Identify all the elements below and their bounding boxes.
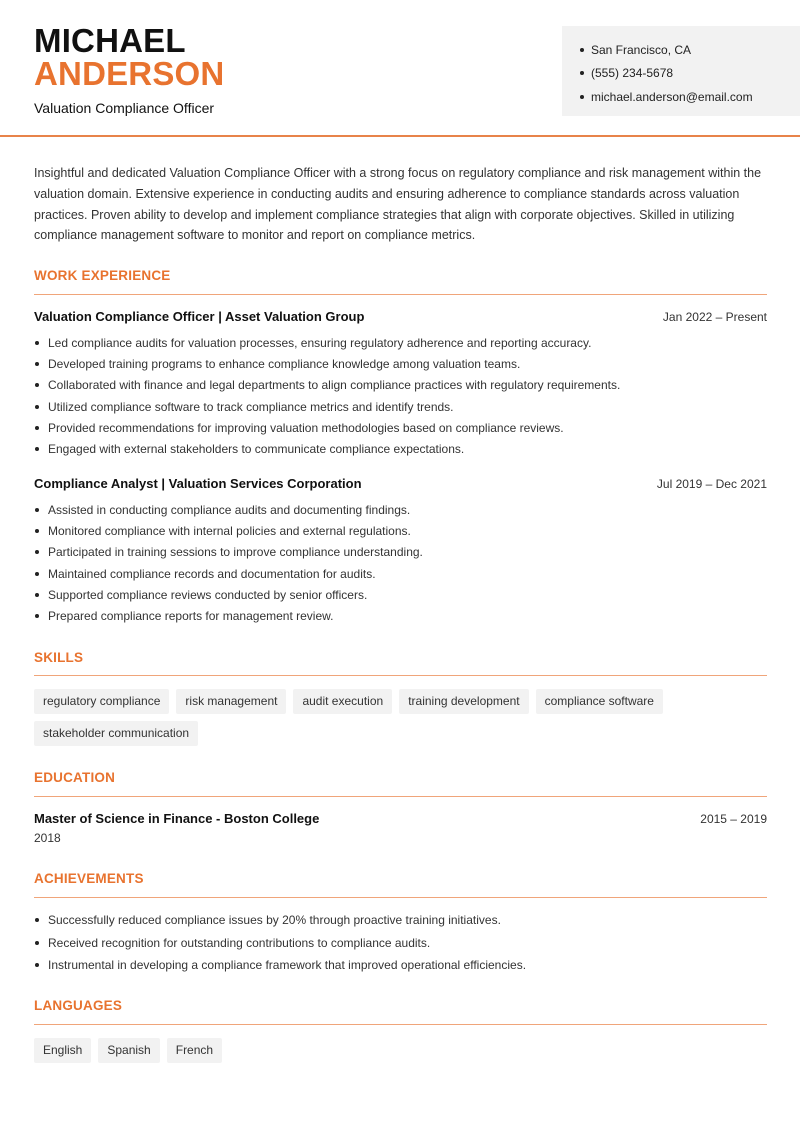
- section-divider: [34, 675, 767, 676]
- job-bullets: [34, 499, 767, 627]
- skill-tag: stakeholder communication: [34, 721, 198, 746]
- bullet-icon: [35, 405, 39, 409]
- skill-tag: risk management: [176, 689, 286, 714]
- list-item: [34, 499, 767, 520]
- list-item: [34, 563, 767, 584]
- skill-tag: audit execution: [293, 689, 392, 714]
- job-title: Valuation Compliance Officer: [34, 100, 215, 116]
- job-header: [34, 476, 767, 491]
- bullet-icon: [35, 550, 39, 554]
- section-title-skills: SKILLS: [34, 650, 84, 665]
- section-divider: [34, 294, 767, 295]
- bullet-text: Maintained compliance records and documentation for audits.: [48, 566, 376, 581]
- bullet-icon: [35, 941, 39, 945]
- language-tag: Spanish: [98, 1038, 159, 1063]
- skill-tag: compliance software: [536, 689, 663, 714]
- section-title-languages: LANGUAGES: [34, 998, 123, 1013]
- job-role: Compliance Analyst | Valuation Services Corporation: [34, 476, 362, 491]
- job-header: [34, 309, 767, 324]
- bullet-text: Collaborated with finance and legal departments to align compliance practices with regulatory requirements.: [48, 378, 621, 393]
- bullet-icon: [35, 341, 39, 345]
- list-item: [34, 909, 767, 932]
- education-dates: 2015 – 2019: [700, 812, 767, 826]
- contact-box: [562, 26, 800, 116]
- bullet-icon: [35, 447, 39, 451]
- bullet-icon: [580, 71, 584, 75]
- education-header: [34, 811, 767, 826]
- section-divider: [34, 796, 767, 797]
- bullet-icon: [580, 48, 584, 52]
- section-title-work: WORK EXPERIENCE: [34, 268, 171, 283]
- list-item: [34, 584, 767, 605]
- job-dates: Jul 2019 – Dec 2021: [656, 477, 767, 491]
- bullet-icon: [35, 508, 39, 512]
- list-item: [34, 954, 767, 977]
- bullet-text: Supported compliance reviews conducted by senior officers.: [48, 587, 368, 602]
- skill-tag: regulatory compliance: [34, 689, 169, 714]
- bullet-icon: [35, 572, 39, 576]
- bullet-text: Assisted in conducting compliance audits and documenting findings.: [48, 502, 411, 517]
- list-item: [34, 417, 767, 438]
- contact-phone: [580, 62, 800, 86]
- bullet-text: Led compliance audits for valuation processes, ensuring regulatory adherence and reporting accuracy.: [48, 335, 592, 350]
- list-item: [34, 605, 767, 626]
- section-title-education: EDUCATION: [34, 770, 116, 785]
- skills-list: [34, 689, 767, 746]
- list-item: [34, 542, 767, 563]
- contact-email: [580, 85, 800, 109]
- bullet-text: Participated in training sessions to improve compliance understanding.: [48, 545, 423, 560]
- section-divider: [34, 897, 767, 898]
- list-item: [34, 332, 767, 353]
- bullet-text: Instrumental in developing a compliance framework that improved operational efficiencies.: [48, 958, 527, 973]
- phone-text: (555) 234-5678: [591, 66, 674, 81]
- language-tag: French: [167, 1038, 222, 1063]
- last-name: ANDERSON: [34, 55, 225, 92]
- section-title-achievements: ACHIEVEMENTS: [34, 871, 144, 886]
- section-divider: [34, 1024, 767, 1025]
- bullet-text: Engaged with external stakeholders to communicate compliance expectations.: [48, 442, 465, 457]
- job-role: Valuation Compliance Officer | Asset Valuation Group: [34, 309, 365, 324]
- list-item: [34, 353, 767, 374]
- bullet-icon: [35, 426, 39, 430]
- bullet-icon: [35, 918, 39, 922]
- bullet-text: Developed training programs to enhance compliance knowledge among valuation teams.: [48, 356, 521, 371]
- bullet-icon: [35, 614, 39, 618]
- degree: Master of Science in Finance - Boston College: [34, 811, 320, 826]
- list-item: [34, 375, 767, 396]
- bullet-icon: [35, 383, 39, 387]
- bullet-text: Utilized compliance software to track compliance metrics and identify trends.: [48, 399, 454, 414]
- bullet-icon: [35, 963, 39, 967]
- languages-list: [34, 1038, 767, 1063]
- bullet-text: Monitored compliance with internal policies and external regulations.: [48, 523, 411, 538]
- first-name: MICHAEL: [34, 22, 186, 59]
- bullet-text: Prepared compliance reports for management review.: [48, 609, 334, 624]
- contact-location: [580, 38, 800, 62]
- achievements-list: [34, 909, 767, 977]
- bullet-text: Provided recommendations for improving valuation methodologies based on compliance reviews.: [48, 420, 564, 435]
- email-text: michael.anderson@email.com: [591, 89, 753, 104]
- list-item: [34, 520, 767, 541]
- job-dates: Jan 2022 – Present: [662, 310, 767, 324]
- location-text: San Francisco, CA: [591, 42, 692, 57]
- resume-header: [0, 0, 800, 137]
- skill-tag: training development: [399, 689, 528, 714]
- list-item: [34, 396, 767, 417]
- bullet-text: Successfully reduced compliance issues by 20% through proactive training initiatives.: [48, 913, 501, 928]
- list-item: [34, 438, 767, 459]
- bullet-icon: [35, 362, 39, 366]
- bullet-text: Received recognition for outstanding contributions to compliance audits.: [48, 935, 431, 950]
- bullet-icon: [35, 593, 39, 597]
- bullet-icon: [35, 529, 39, 533]
- bullet-icon: [580, 95, 584, 99]
- professional-summary: Insightful and dedicated Valuation Compliance Officer with a strong focus on regulatory compliance and risk management within the valuation domain. Extensive experience in conducting audits and ensuring adherence to compliance standards across valuation practices. Proven ability to develop and implement compliance strategies that align with corporate objectives. Skilled in utilizing compliance management software to monitor and report on compliance metrics.: [34, 166, 762, 243]
- job-bullets: [34, 332, 767, 460]
- education-year: 2018: [34, 831, 61, 845]
- list-item: [34, 932, 767, 955]
- language-tag: English: [34, 1038, 91, 1063]
